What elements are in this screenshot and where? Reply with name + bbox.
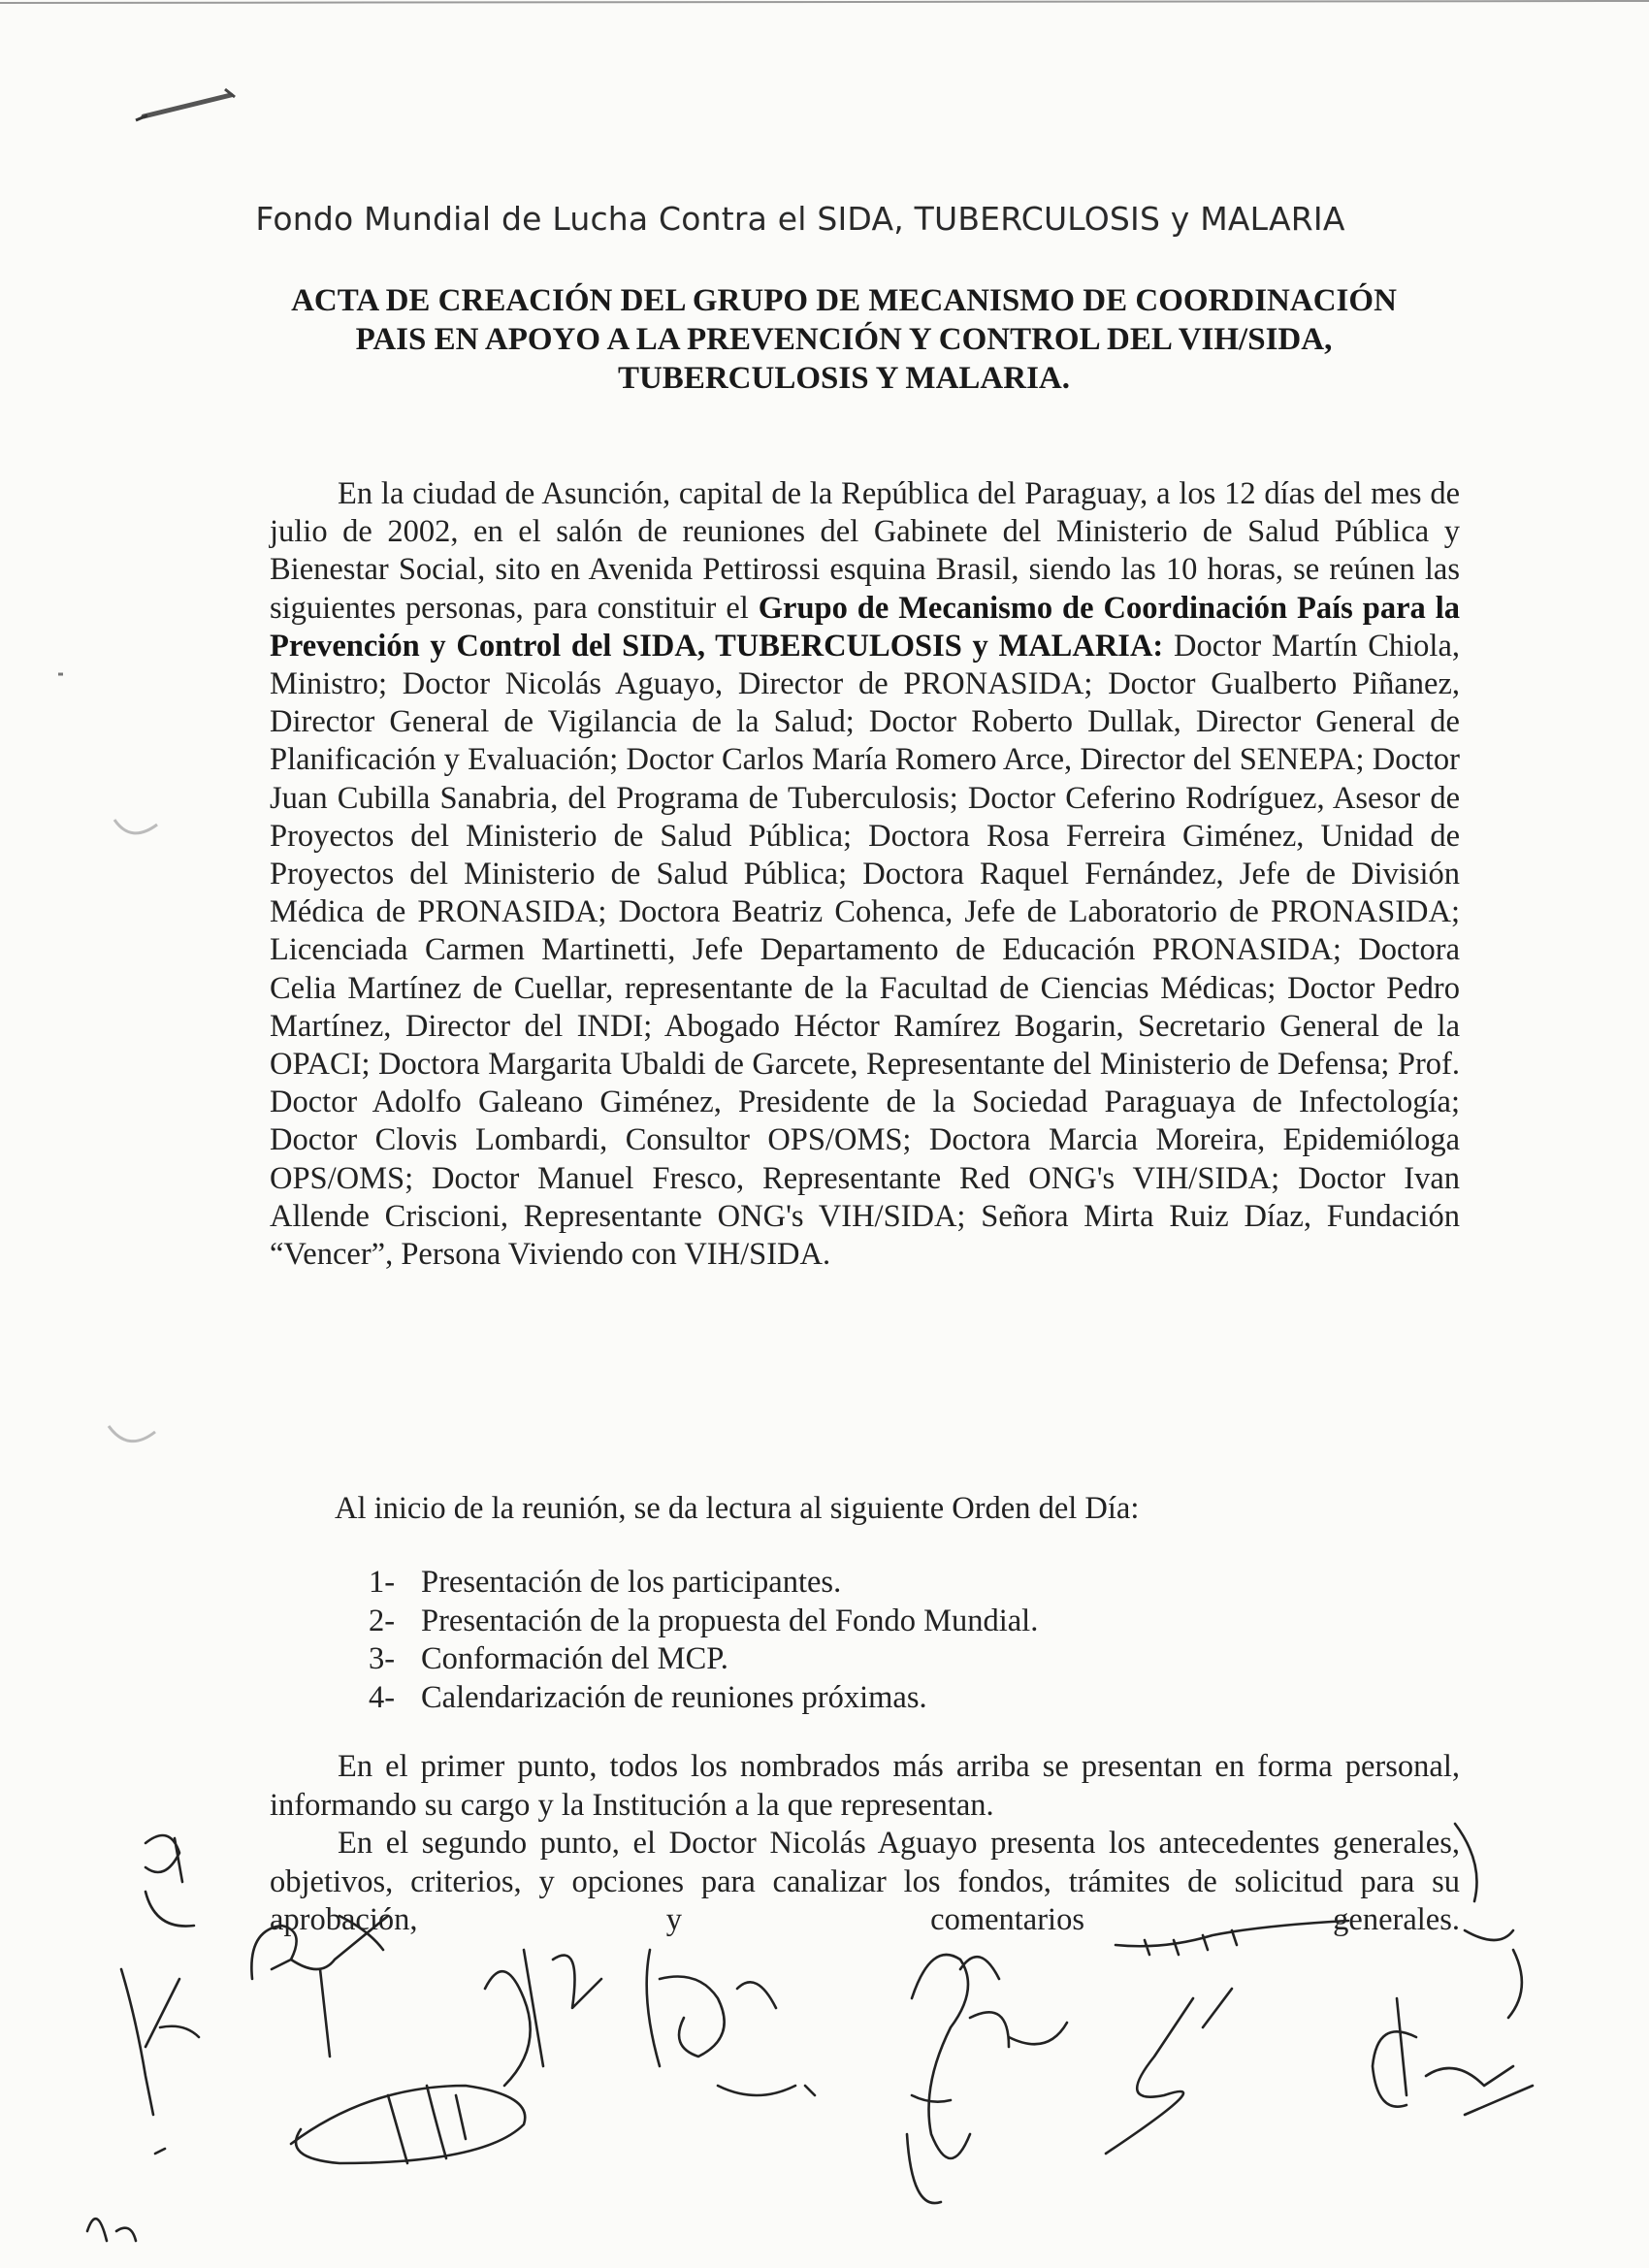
signature-6 — [1106, 1921, 1348, 2154]
document-header: Fondo Mundial de Lucha Contra el SIDA, TUBERCULOSIS y MALARIA — [255, 200, 1345, 238]
agenda-item-number: 3- — [369, 1641, 396, 1676]
agenda-item-number: 4- — [369, 1679, 396, 1715]
staple-mark — [136, 89, 235, 120]
agenda-item — [369, 1679, 1436, 1718]
group-name: Grupo de Mecanismo de Coordinación País para la Prevención y Control del SIDA, TUBERCULOSIS y MALARIA: — [270, 590, 1461, 664]
initials-margin — [146, 1835, 194, 1927]
agenda-item — [369, 1640, 1436, 1679]
opening-intro: En la ciudad de Asunción, capital de la República del Paraguay, a los 12 días del mes de julio de 2002, en el salón de reuniones del Gabinete del Ministerio de Salud Pública y Bienestar Social, sito en Avenida Pettirossi esquina Brasil, siendo las 10 horas, se reúnen las siguientes personas, para constituir el — [270, 476, 1460, 626]
margin-bracket — [1455, 1824, 1522, 2018]
agenda-item-text: Presentación de los participantes. — [421, 1565, 842, 1600]
initials-bottom-left — [87, 2219, 136, 2241]
agenda-item-text: Calendarización de reuniones próximas. — [421, 1679, 927, 1715]
title-line-2: PAIS EN APOYO A LA PREVENCIÓN Y CONTROL DEL VIH/SIDA, — [355, 322, 1333, 357]
title-line-1: ACTA DE CREACIÓN DEL GRUPO DE MECANISMO DE COORDINACIÓN — [291, 283, 1397, 318]
agenda-intro: Al inicio de la reunión, se da lectura al siguiente Orden del Día: — [335, 1491, 1140, 1526]
first-point-paragraph: En el primer punto, todos los nombrados más arriba se presentan en forma personal, informando su cargo y la Institución a la que representan. — [270, 1749, 1460, 1823]
agenda-list — [369, 1564, 1436, 1717]
agenda-item-text: Presentación de la propuesta del Fondo Mundial. — [421, 1603, 1039, 1638]
punch-hole-top — [114, 820, 157, 833]
document-title — [242, 281, 1445, 398]
signature-7 — [1373, 1998, 1533, 2115]
signature-4 — [647, 1950, 815, 2095]
signature-1 — [121, 1969, 199, 2154]
agenda-item-text: Conformación del MCP. — [421, 1641, 728, 1676]
second-point-paragraph: En el segundo punto, el Doctor Nicolás Aguayo presenta los antecedentes generales, objetivos, criterios, y opciones para canalizar los fondos, trámites de solicitud para su aprobación, y comentarios generales. — [270, 1826, 1460, 1937]
agenda-item — [369, 1603, 1436, 1641]
opening-paragraph — [270, 475, 1460, 1274]
agenda-item-number: 2- — [369, 1603, 396, 1638]
signature-5 — [907, 1955, 1067, 2203]
punch-hole-bottom — [109, 1426, 155, 1442]
signature-3 — [291, 1950, 601, 2163]
agenda-item — [369, 1564, 1436, 1603]
closing-paragraphs — [270, 1748, 1460, 1940]
member-list: Doctor Martín Chiola, Ministro; Doctor Nicolás Aguayo, Director de PRONASIDA; Doctor Gualberto Piñanez, Director General de Vigilancia de la Salud; Doctor Roberto Dullak, Director General de Planificación y Evaluación; Doctor Carlos María Romero Arce, Director del SENEPA; Doctor Juan Cubilla Sanabria, del Programa de Tuberculosis; Doctor Ceferino Rodríguez, Asesor de Proyectos del Ministerio de Salud Pública; Doctora Rosa Ferreira Giménez, Unidad de Proyectos del Ministerio de Salud Pública; Doctora Raquel Fernández, Jefe de División Médica de PRONASIDA; Doctora Beatriz Cohenca, Jefe de Laboratorio de PRONASIDA; Licenciada Carmen Martinetti, Jefe Departamento de Educación PRONASIDA; Doctora Celia Martínez de Cuellar, representante de la Facultad de Ciencias Médicas; Doctor Pedro Martínez, Director del INDI; Abogado Héctor Ramírez Bogarin, Secretario General de la OPACI; Doctora Margarita Ubaldi de Garcete, Representante del Ministerio de Defensa; Prof. Doctor Adolfo Galeano Giménez, Presidente de la Sociedad Paraguaya de Infectología; Doctor Clovis Lombardi, Consultor OPS/OMS; Doctora Marcia Moreira, Epidemióloga OPS/OMS; Doctor Manuel Fresco, Representante Red ONG's VIH/SIDA; Doctor Ivan Allende Criscioni, Representante ONG's VIH/SIDA; Señora Mirta Ruiz Díaz, Fundación “Vencer”, Persona Viviendo con VIH/SIDA. — [270, 628, 1460, 1273]
title-line-3: TUBERCULOSIS Y MALARIA. — [617, 361, 1071, 396]
agenda-item-number: 1- — [369, 1565, 396, 1600]
